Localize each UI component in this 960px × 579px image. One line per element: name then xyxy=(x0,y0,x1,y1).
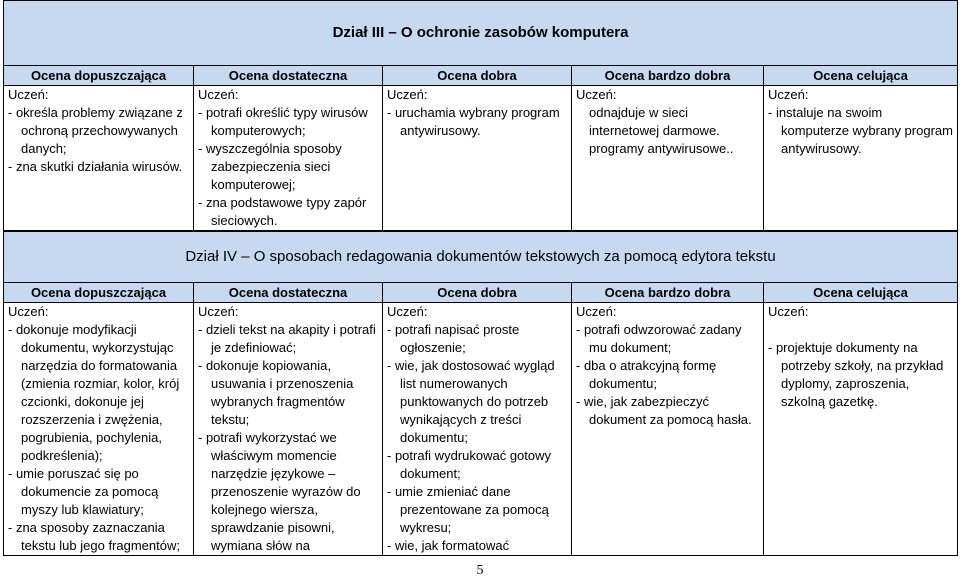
grade-header: Ocena dobra xyxy=(383,283,572,303)
requirement-item: - zna sposoby zaznaczania tekstu lub jego fragmentów; xyxy=(8,520,180,553)
cell-heading: Uczeń: xyxy=(576,304,617,319)
grade-header: Ocena bardzo dobra xyxy=(572,283,764,303)
grade-header: Ocena dobra xyxy=(383,66,572,86)
page-number: 5 xyxy=(476,563,484,578)
grade-header: Ocena celująca xyxy=(764,283,958,303)
section-title: Dział III – O ochronie zasobów komputera xyxy=(4,1,958,66)
cell-heading: Uczeń: xyxy=(198,304,239,319)
requirement-item: - zna podstawowe typy zapór sieciowych. xyxy=(198,195,367,228)
requirements-cell xyxy=(4,303,194,556)
requirement-item: - określa problemy związane z ochroną przechowywanych danych; xyxy=(8,105,183,156)
cell-heading: Uczeń: xyxy=(8,87,49,102)
grade-header: Ocena celująca xyxy=(764,66,958,86)
requirement-item: - wyszczególnia sposoby zabezpieczenia sieci komputerowej; xyxy=(198,141,342,192)
requirements-cell xyxy=(4,86,194,231)
requirement-item: - dba o atrakcyjną formę dokumentu; xyxy=(576,358,717,391)
requirement-item: - dokonuje kopiowania, usuwania i przenoszenia wybranych fragmentów tekstu; xyxy=(198,358,354,427)
grade-header: Ocena dopuszczająca xyxy=(4,66,194,86)
requirement-item: - wie, jak dostosować wygląd list numerowanych punktowanych do potrzeb wynikających z treści dokumentu; xyxy=(387,358,555,445)
requirement-item: - dzieli tekst na akapity i potrafi je zdefiniować; xyxy=(198,322,376,355)
requirement-item: odnajduje w sieci internetowej darmowe. programy antywirusowe.. xyxy=(589,105,734,156)
cell-heading: Uczeń: xyxy=(768,87,809,102)
grade-header-row xyxy=(4,66,958,86)
grade-header: Ocena dopuszczająca xyxy=(4,283,194,303)
section-3-table xyxy=(3,0,958,231)
requirements-row xyxy=(4,86,958,231)
requirement-item: - potrafi określić typy wirusów komputerowych; xyxy=(198,105,368,138)
section-header-row xyxy=(4,232,958,283)
requirements-cell xyxy=(572,303,764,556)
section-header-row xyxy=(4,1,958,66)
requirements-row xyxy=(4,303,958,556)
cell-heading: Uczeń: xyxy=(8,304,49,319)
cell-heading: Uczeń: xyxy=(768,304,809,319)
requirement-item: - potrafi wydrukować gotowy dokument; xyxy=(387,448,552,481)
requirement-item: - dokonuje modyfikacji dokumentu, wykorzystując narzędzia do formatowania (zmienia rozmiar, kolor, krój czcionki, dokonuje jej rozszerzenia i zwężenia, pogrubienia, pochylenia, podkreślenia); xyxy=(8,322,180,463)
cell-heading: Uczeń: xyxy=(387,304,428,319)
grade-header: Ocena bardzo dobra xyxy=(572,66,764,86)
cell-heading: Uczeń: xyxy=(576,87,617,102)
grade-header: Ocena dostateczna xyxy=(194,66,383,86)
cell-heading: Uczeń: xyxy=(198,87,239,102)
cell-heading: Uczeń: xyxy=(387,87,428,102)
requirement-item: - wie, jak zabezpieczyć dokument za pomocą hasła. xyxy=(576,394,752,427)
requirement-item: - zna skutki działania wirusów. xyxy=(8,159,183,174)
requirements-cell xyxy=(383,86,572,231)
requirement-item: - umie zmieniać dane prezentowane za pomocą wykresu; xyxy=(387,484,549,535)
requirement-item: - umie poruszać się po dokumencie za pomocą myszy lub klawiatury; xyxy=(8,466,159,517)
grade-header-row xyxy=(4,283,958,303)
requirement-item: - potrafi odwzorować zadany mu dokument; xyxy=(576,322,742,355)
section-4-table xyxy=(3,231,958,556)
requirements-cell xyxy=(194,86,383,231)
requirements-cell xyxy=(194,303,383,556)
requirements-cell xyxy=(764,86,958,231)
section-title: Dział IV – O sposobach redagowania dokumentów tekstowych za pomocą edytora tekstu xyxy=(4,232,958,283)
requirement-item: - wie, jak formatować xyxy=(387,538,510,553)
requirement-item: - projektuje dokumenty na potrzeby szkoły, na przykład dyplomy, zaproszenia, szkolną gazetkę. xyxy=(768,340,944,409)
requirements-cell xyxy=(572,86,764,231)
grade-header: Ocena dostateczna xyxy=(194,283,383,303)
requirement-item: - potrafi napisać proste ogłoszenie; xyxy=(387,322,520,355)
requirement-item: - potrafi wykorzystać we właściwym momencie narzędzie językowe – przenoszenie wyrazów do kolejnego wiersza, sprawdzanie pisowni, wymiana słów na xyxy=(198,430,361,553)
requirements-cell xyxy=(383,303,572,556)
requirements-cell xyxy=(764,303,958,556)
requirement-item: - uruchamia wybrany program antywirusowy. xyxy=(387,105,560,138)
requirement-item: - instaluje na swoim komputerze wybrany program antywirusowy. xyxy=(768,105,953,156)
